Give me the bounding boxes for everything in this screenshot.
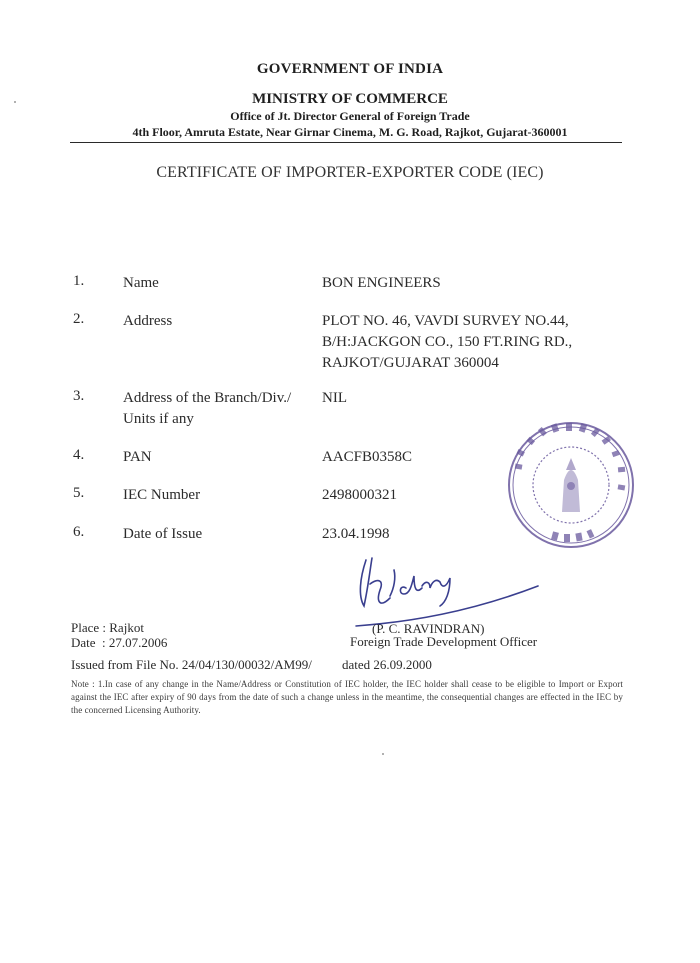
field-value: 2498000321: [322, 487, 397, 503]
government-heading: GOVERNMENT OF INDIA: [256, 61, 444, 77]
file-dated: dated 26.09.2000: [342, 657, 432, 672]
field-value: AACFB0358C: [322, 449, 413, 465]
field-value: NIL: [322, 390, 347, 406]
field-value: 23.04.1998: [322, 526, 390, 542]
field-value: BON ENGINEERS: [322, 275, 441, 291]
field-label: Date of Issue: [123, 526, 203, 542]
field-label: IEC Number: [123, 487, 201, 503]
signatory-name: (P. C. RAVINDRAN): [372, 621, 485, 636]
field-value: PLOT NO. 46, VAVDI SURVEY NO.44, B/H:JACKGON CO., 150 FT.RING RD., RAJKOT/GUJARAT 360004: [322, 313, 573, 371]
field-number: 4.: [73, 447, 85, 463]
field-number: 1.: [73, 273, 85, 289]
office-address: 4th Floor, Amruta Estate, Near Girnar Cinema, M. G. Road, Rajkot, Gujarat-360001: [132, 125, 568, 139]
footnote: Note : 1.In case of any change in the Name/Address or Constitution of IEC holder, the IEC holder shall cease to be eligible to Import or Export against the IEC after expiry of 90 days from the date of such a change unless in the meantime, the consequential changes are effected in the IEC by the concerned Licensing Authority.: [71, 679, 623, 715]
office-heading: Office of Jt. Director General of Foreign Trade: [230, 109, 470, 123]
ministry-heading: MINISTRY OF COMMERCE: [252, 91, 448, 107]
field-label: Name: [123, 275, 159, 291]
file-number: Issued from File No. 24/04/130/00032/AM99/: [71, 657, 312, 672]
scan-speck: [382, 753, 384, 755]
header-divider: [70, 142, 622, 143]
field-number: 5.: [73, 485, 85, 501]
field-number: 2.: [73, 311, 85, 327]
certificate-title: CERTIFICATE OF IMPORTER-EXPORTER CODE (IEC): [156, 164, 544, 181]
field-number: 6.: [73, 524, 85, 540]
field-number: 3.: [73, 388, 85, 404]
place-label: Place : Rajkot: [71, 620, 144, 635]
field-label: PAN: [123, 449, 152, 465]
field-label: Address: [123, 313, 173, 329]
date-label: Date : 27.07.2006: [71, 635, 168, 650]
official-seal-stamp: [506, 420, 636, 550]
signatory-title: Foreign Trade Development Officer: [350, 634, 538, 649]
field-label: Address of the Branch/Div./ Units if any: [123, 390, 292, 427]
